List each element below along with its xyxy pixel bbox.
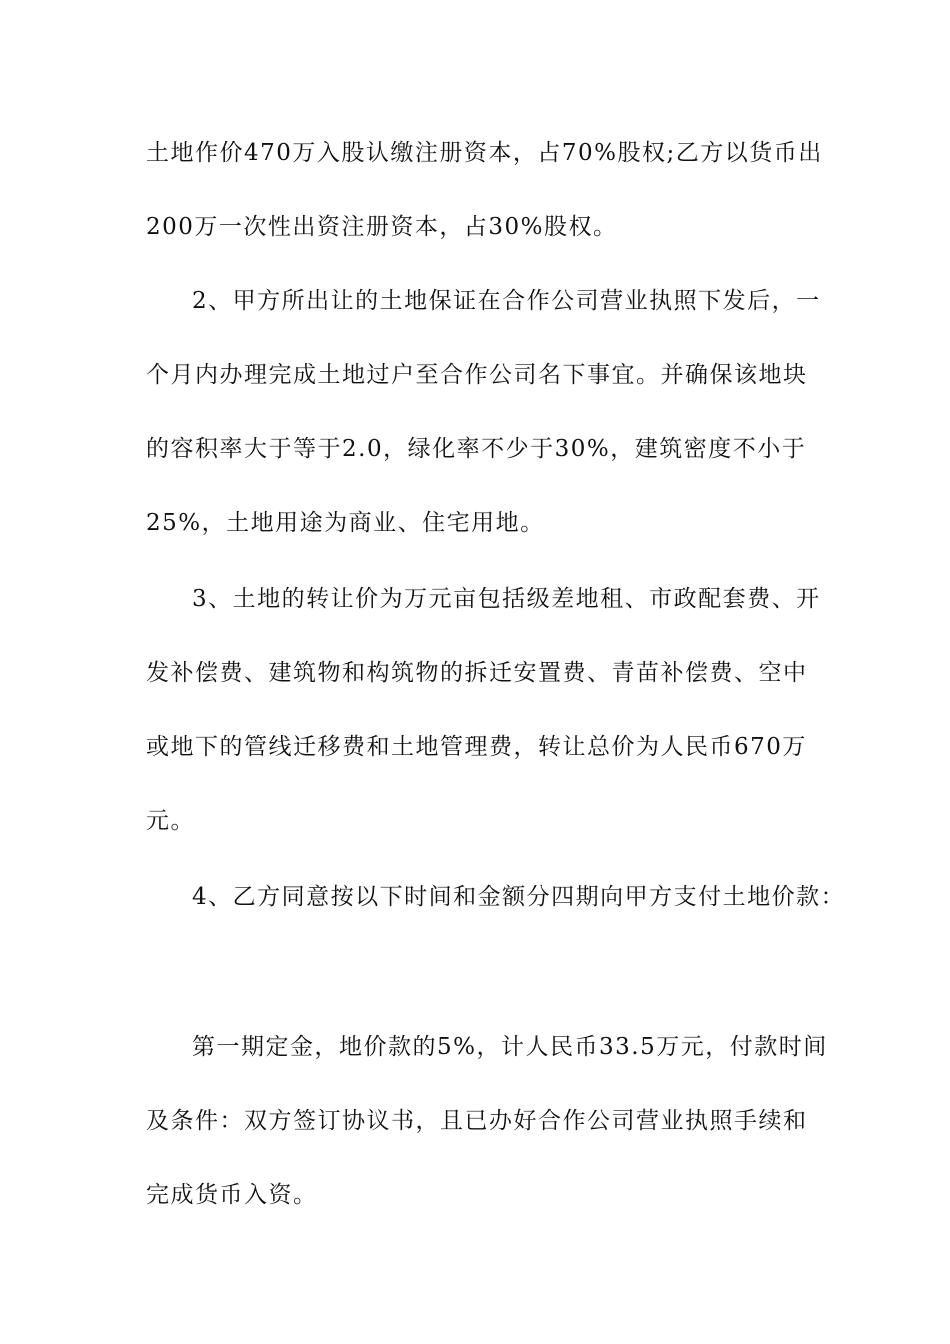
text-line: 完成货币入资。: [146, 1182, 318, 1208]
text-line: 第一期定金，地价款的5%，计人民币33.5万元，付款时间: [192, 1034, 828, 1060]
text-line: 的容积率大于等于2.0，绿化率不少于30%，建筑密度不小于: [146, 436, 807, 462]
text-line: 及条件：双方签订协议书，且已办好合作公司营业执照手续和: [146, 1108, 808, 1134]
text-line: 2、甲方所出让的土地保证在合作公司营业执照下发后，一: [192, 288, 821, 314]
text-line: 元。: [146, 808, 195, 834]
text-line: 200万一次性出资注册资本，占30%股权。: [146, 214, 618, 240]
text-line: 土地作价470万入股认缴注册资本，占70%股权;乙方以货币出: [146, 140, 823, 166]
text-line: 3、土地的转让价为万元亩包括级差地租、市政配套费、开: [192, 586, 821, 612]
text-line: 个月内办理完成土地过户至合作公司名下事宜。并确保该地块: [146, 362, 808, 388]
text-line: 发补偿费、建筑物和构筑物的拆迁安置费、青苗补偿费、空中: [146, 660, 808, 686]
text-line: 或地下的管线迁移费和土地管理费，转让总价为人民币670万: [146, 734, 807, 760]
text-line: 25%，土地用途为商业、住宅用地。: [146, 510, 545, 536]
text-line: 4、乙方同意按以下时间和金额分四期向甲方支付土地价款：: [192, 884, 846, 910]
